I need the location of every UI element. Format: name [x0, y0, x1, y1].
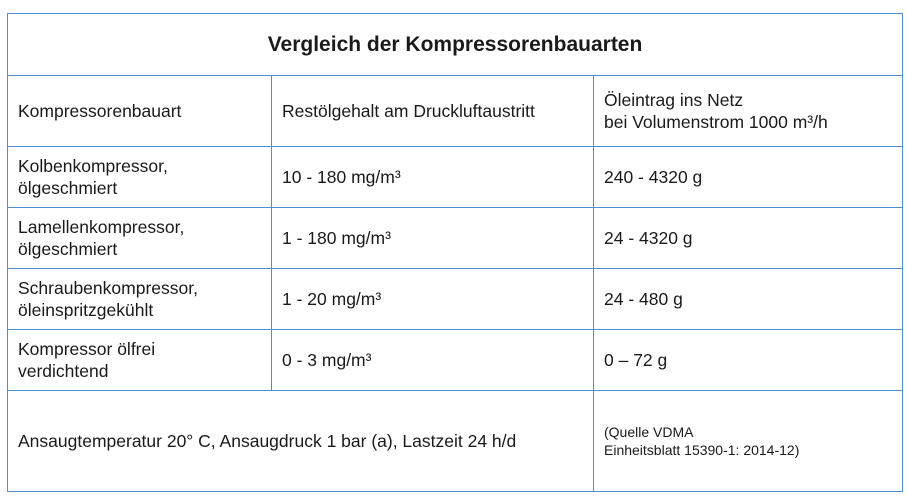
table-row: [8, 269, 903, 330]
compressor-type-line-2: verdichtend: [18, 361, 109, 381]
compressor-type-line-1: Lamellenkompressor,: [18, 217, 185, 237]
cell-residual-oil: 10 - 180 mg/m³: [272, 147, 594, 208]
header-residual-oil: [272, 76, 594, 147]
footer-source: [594, 391, 903, 492]
cell-residual-oil: 1 - 20 mg/m³: [272, 269, 594, 330]
compressor-type-line-2: ölgeschmiert: [18, 239, 118, 259]
table-footer-row: [8, 391, 903, 492]
cell-compressor-type: [8, 208, 272, 269]
compressor-type-line-2: ölgeschmiert: [18, 178, 118, 198]
header-compressor-type-text: Kompressorenbauart: [18, 101, 182, 121]
cell-oil-input: 24 - 4320 g: [594, 208, 903, 269]
table-title-row: [8, 14, 903, 76]
header-residual-oil-text: Restölgehalt am Druckluftaustritt: [282, 101, 535, 121]
table-row: [8, 208, 903, 269]
cell-residual-oil: 0 - 3 mg/m³: [272, 330, 594, 391]
footer-source-line-1: (Quelle VDMA: [604, 424, 694, 440]
table-row: [8, 330, 903, 391]
compressor-type-line-1: Kompressor ölfrei: [18, 339, 156, 359]
cell-oil-input: 240 - 4320 g: [594, 147, 903, 208]
compressor-type-line-2: öleinspritzgekühlt: [18, 300, 154, 320]
table-title: Vergleich der Kompressorenbauarten: [8, 14, 903, 76]
compressor-type-line-1: Schraubenkompressor,: [18, 278, 198, 298]
header-oil-input: [594, 76, 903, 147]
header-compressor-type: [8, 76, 272, 147]
compressor-comparison-table: [7, 13, 903, 492]
cell-oil-input: 0 – 72 g: [594, 330, 903, 391]
footer-conditions: Ansaugtemperatur 20° C, Ansaugdruck 1 bar (a), Lastzeit 24 h/d: [8, 391, 594, 492]
table-row: [8, 147, 903, 208]
header-oil-input-line-1: Öleintrag ins Netz: [604, 90, 744, 110]
cell-residual-oil: 1 - 180 mg/m³: [272, 208, 594, 269]
cell-compressor-type: [8, 269, 272, 330]
table-header-row: [8, 76, 903, 147]
cell-compressor-type: [8, 147, 272, 208]
header-oil-input-line-2: bei Volumenstrom 1000 m³/h: [604, 112, 828, 132]
cell-compressor-type: [8, 330, 272, 391]
footer-source-line-2: Einheitsblatt 15390-1: 2014-12): [604, 442, 800, 458]
cell-oil-input: 24 - 480 g: [594, 269, 903, 330]
compressor-type-line-1: Kolbenkompressor,: [18, 156, 168, 176]
